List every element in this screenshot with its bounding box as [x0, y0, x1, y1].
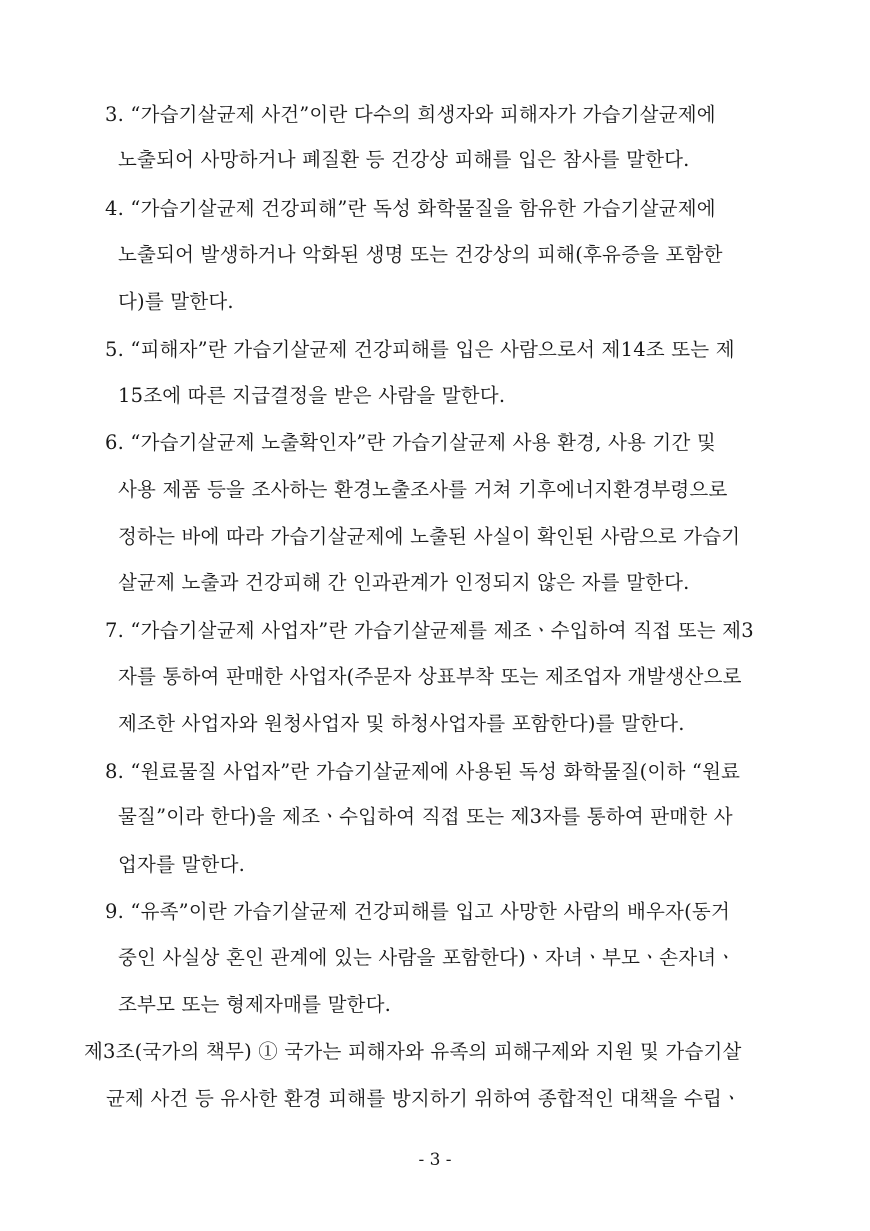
item-4-line-1: 4. “가습기살균제 건강피해”란 독성 화학물질을 함유한 가습기살균제에 [105, 197, 716, 220]
article-3-line-1: 제3조(국가의 책무) ① 국가는 피해자와 유족의 피해구제와 지원 및 가습기살 [84, 1040, 742, 1063]
item-7-line-1: 7. “가습기살균제 사업자”란 가습기살균제를 제조ㆍ수입하여 직접 또는 제3 [105, 619, 754, 642]
item-3-line-2: 노출되어 사망하거나 폐질환 등 건강상 피해를 입은 참사를 말한다. [118, 148, 690, 171]
item-8-line-3: 업자를 말한다. [118, 853, 246, 876]
article-3-line-2: 균제 사건 등 유사한 환경 피해를 방지하기 위하여 종합적인 대책을 수립ㆍ [106, 1087, 742, 1110]
item-4-line-2: 노출되어 발생하거나 악화된 생명 또는 건강상의 피해(후유증을 포함한 [118, 243, 723, 266]
item-6-line-4: 살균제 노출과 건강피해 간 인과관계가 인정되지 않은 자를 말한다. [118, 571, 690, 594]
item-8-line-2: 물질”이라 한다)을 제조ㆍ수입하여 직접 또는 제3자를 통하여 판매한 사 [118, 805, 733, 828]
item-8-line-1: 8. “원료물질 사업자”란 가습기살균제에 사용된 독성 화학물질(이하 “원료 [105, 760, 741, 783]
item-9-line-3: 조부모 또는 형제자매를 말한다. [118, 993, 392, 1016]
item-9-line-2: 중인 사실상 혼인 관계에 있는 사람을 포함한다)ㆍ자녀ㆍ부모ㆍ손자녀ㆍ [118, 946, 736, 969]
item-7-line-3: 제조한 사업자와 원청사업자 및 하청사업자를 포함한다)를 말한다. [118, 712, 685, 735]
item-7-line-2: 자를 통하여 판매한 사업자(주문자 상표부착 또는 제조업자 개발생산으로 [118, 665, 742, 688]
item-5-line-2: 15조에 따른 지급결정을 받은 사람을 말한다. [118, 384, 506, 407]
item-4-line-3: 다)를 말한다. [118, 290, 234, 313]
item-6-line-2: 사용 제품 등을 조사하는 환경노출조사를 거쳐 기후에너지환경부령으로 [118, 478, 728, 501]
page-number: - 3 - [418, 1150, 452, 1170]
item-3-line-1: 3. “가습기살균제 사건”이란 다수의 희생자와 피해자가 가습기살균제에 [105, 103, 716, 126]
item-5-line-1: 5. “피해자”란 가습기살균제 건강피해를 입은 사람으로서 제14조 또는 제 [105, 338, 735, 361]
item-9-line-1: 9. “유족”이란 가습기살균제 건강피해를 입고 사망한 사람의 배우자(동거 [105, 900, 730, 923]
item-6-line-1: 6. “가습기살균제 노출확인자”란 가습기살균제 사용 환경, 사용 기간 및 [105, 431, 716, 454]
item-6-line-3: 정하는 바에 따라 가습기살균제에 노출된 사실이 확인된 사람으로 가습기 [118, 525, 741, 548]
